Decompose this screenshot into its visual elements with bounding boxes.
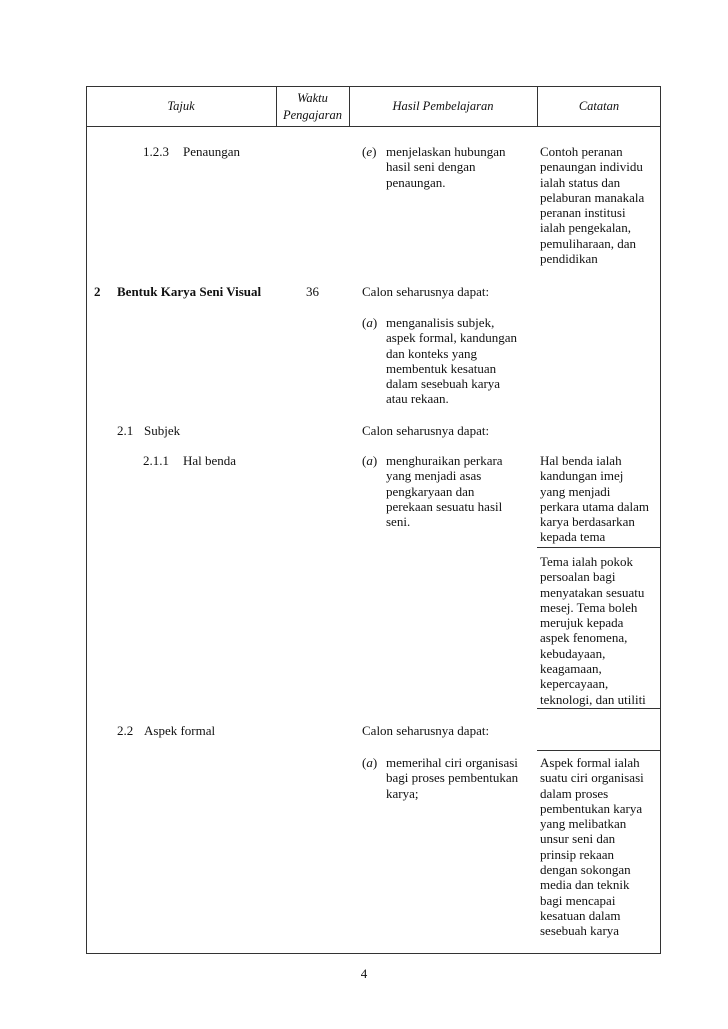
header-tajuk bbox=[86, 86, 276, 127]
topic-title: Aspek formal bbox=[144, 723, 216, 738]
outcome-text: menghuraikan perkara yang menjadi asas pengkaryaan dan perekaan sesuatu hasil seni. bbox=[386, 453, 503, 530]
outcome-label: (a) bbox=[362, 453, 378, 468]
page-number: 4 bbox=[360, 966, 368, 981]
header-hasil bbox=[349, 86, 537, 127]
outcome-label: (a) bbox=[362, 315, 378, 330]
topic-number: 1.2.3 bbox=[143, 144, 169, 159]
note-divider bbox=[537, 708, 661, 709]
outcome-intro: Calon seharusnya dapat: bbox=[362, 284, 490, 299]
header-waktu-line: Pengajaran bbox=[282, 107, 343, 122]
outcome-intro: Calon seharusnya dapat: bbox=[362, 423, 490, 438]
header-waktu bbox=[276, 86, 349, 127]
note-divider bbox=[537, 547, 661, 548]
outcome-label: (a) bbox=[362, 755, 378, 770]
topic-title: Penaungan bbox=[183, 144, 241, 159]
note-text: Tema ialah pokok persoalan bagi menyatakan sesuatu mesej. Tema boleh merujuk kepada aspek fenomena, kebudayaan, keagamaan, kepercayaan, teknologi, dan utiliti bbox=[540, 554, 646, 707]
note-divider bbox=[537, 750, 661, 751]
topic-title: Subjek bbox=[144, 423, 181, 438]
outcome-intro: Calon seharusnya dapat: bbox=[362, 723, 490, 738]
outcome-text: menjelaskan hubungan hasil seni dengan penaungan. bbox=[386, 144, 506, 190]
header-hasil-text: Hasil Pembelajaran bbox=[392, 99, 494, 113]
topic-number: 2 bbox=[94, 284, 101, 299]
header-catatan bbox=[537, 86, 661, 127]
header-waktu-line: Waktu bbox=[297, 90, 328, 105]
outcome-text: memerihal ciri organisasi bagi proses pembentukan karya; bbox=[386, 755, 519, 801]
topic-title: Bentuk Karya Seni Visual bbox=[117, 284, 262, 299]
outcome-text: menganalisis subjek, aspek formal, kandungan dan konteks yang membentuk kesatuan dalam sesebuah karya atau rekaan. bbox=[386, 315, 518, 407]
outcome-label: (e) bbox=[362, 144, 377, 159]
topic-number: 2.2 bbox=[117, 723, 134, 738]
note-text: Hal benda ialah kandungan imej yang menjadi perkara utama dalam karya berdasarkan kepada tema bbox=[540, 453, 649, 545]
note-text: Aspek formal ialah suatu ciri organisasi dalam proses pembentukan karya yang melibatkan unsur seni dan prinsip rekaan dengan sokongan media dan teknik bagi mencapai kesatuan dalam sesebuah karya bbox=[540, 755, 644, 939]
topic-number: 2.1 bbox=[117, 423, 134, 438]
topic-number: 2.1.1 bbox=[143, 453, 169, 468]
topic-title: Hal benda bbox=[183, 453, 237, 468]
note-text: Contoh peranan penaungan individu ialah status dan pelaburan manakala peranan institusi ialah pengekalan, pemuliharaan, dan pendidikan bbox=[540, 144, 645, 267]
teaching-hours: 36 bbox=[306, 284, 319, 299]
header-catatan-text: Catatan bbox=[578, 99, 620, 113]
header-tajuk-text: Tajuk bbox=[167, 99, 195, 113]
